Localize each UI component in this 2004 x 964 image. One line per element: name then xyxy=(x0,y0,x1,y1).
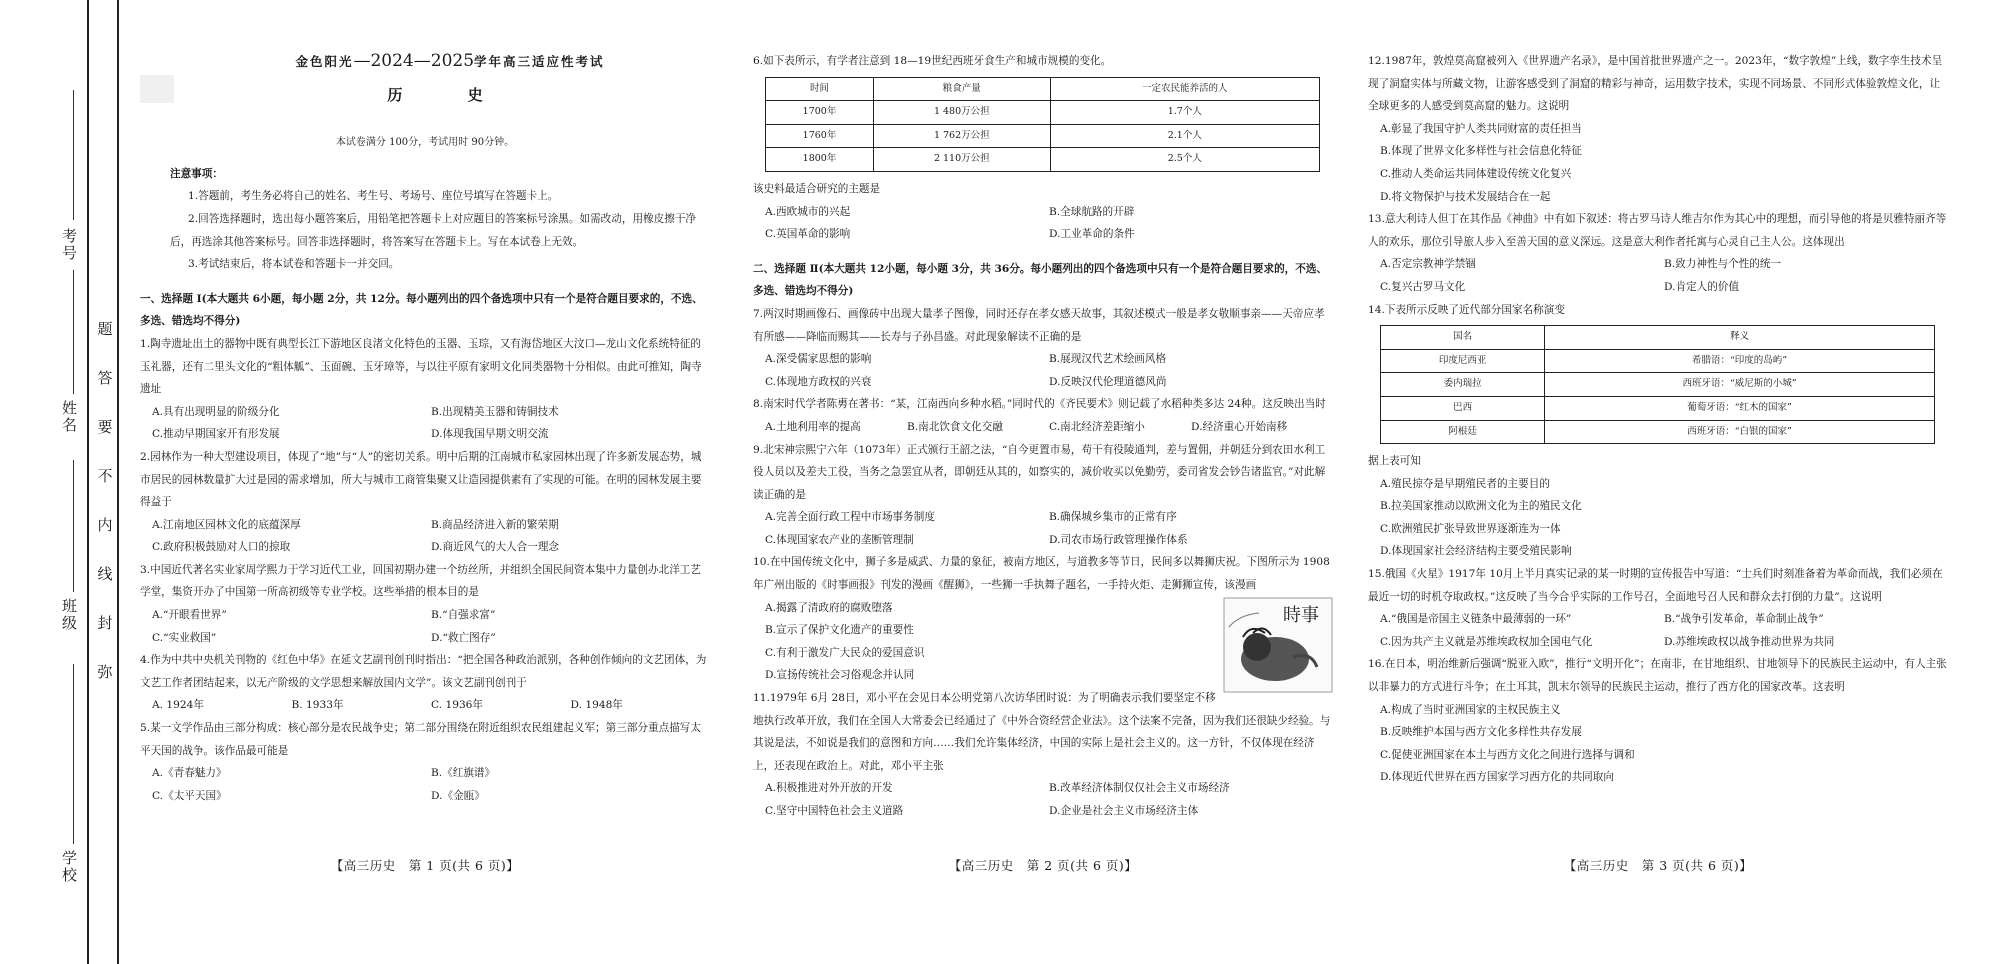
option-a[interactable]: A.《青春魅力》 xyxy=(152,767,227,780)
field-xingming-line[interactable] xyxy=(73,270,74,394)
table-header-cell: 时间 xyxy=(766,77,874,101)
option-a[interactable]: A.江南地区园林文化的底蕴深厚 xyxy=(152,518,301,531)
option-c[interactable]: C.因为共产主义就是苏维埃政权加全国电气化 xyxy=(1380,635,1593,648)
option-a[interactable]: A. 1924年 xyxy=(152,699,204,712)
question-stem: 3.中国近代著名实业家周学熙力于学习近代工业，回国初期办建一个纺丝所，并组织全国民间资本集中力量创办北洋工艺学堂，集资开办了中国第一所高初级等专业学校。这些举措的根本目的是 xyxy=(140,563,701,599)
table-cell: 2.1个人 xyxy=(1050,124,1319,148)
option-d[interactable]: D.体现近代世界在西方国家学习西方化的共同取向 xyxy=(1380,771,1614,784)
question-stem: 1.陶寺遗址出土的器物中既有典型长江下游地区良渚文化特色的玉器、玉琮，又有海岱地区大汶口—龙山文化系统特征的玉礼器，还有二里头文化的“粗体觚”、玉面碗、玉牙璋等，与以往平原有家明文化同类器物十分相似。由此可推知，陶寺遗址 xyxy=(140,337,702,396)
notice-item: 1.答题前，考生务必将自己的姓名、考生号、考场号、座位号填写在答题卡上。 xyxy=(188,190,559,203)
cartoon-caption: 時事 xyxy=(1283,604,1319,626)
table-row xyxy=(1381,420,1935,444)
question-8 xyxy=(753,393,1333,438)
table-header-cell: 粮食产量 xyxy=(874,77,1051,101)
question-4 xyxy=(140,649,710,717)
question-11 xyxy=(753,687,1333,823)
subject-title: 历 史 xyxy=(387,85,513,104)
table-header-cell: 一定农民能养活的人 xyxy=(1050,77,1319,101)
question-stem: 9.北宋神宗熙宁六年（1073年）正式颁行王韶之法，“自今更置市易，苟干有役陵通判，差与置佣，并朝廷分到农田水利工役人员以及差夫工役，当务之急罢宜从者，即朝廷从其的，如察实的，减价收买以免勤劳，委司省发会钞告诸监官。”对此解读正确的是 xyxy=(753,443,1326,501)
option-d[interactable]: D.司农市场行政管理操作体系 xyxy=(1049,533,1188,546)
field-kaohao-line[interactable] xyxy=(73,90,74,220)
section-2-heading: 二、选择题 Ⅱ(本大题共 12小题，每小题 3分，共 36分。每小题列出的四个备选项中只有一个是符合题目要求的，不选、多选、错选均不得分) xyxy=(753,262,1328,298)
table-cell: 西班牙语：“白银的国家” xyxy=(1545,420,1935,444)
option-a[interactable]: A.“俄国是帝国主义链条中最薄弱的一环” xyxy=(1380,613,1572,626)
option-a[interactable]: A.积极推进对外开放的开发 xyxy=(765,782,893,795)
table-header-row xyxy=(766,77,1320,101)
table-cell: 葡萄牙语：“红木的国家” xyxy=(1545,396,1935,420)
question-15 xyxy=(1368,563,1948,653)
question-stem: 8.南宋时代学者陈旉在著书：“某，江南西向乡种水稻。”同时代的《齐民要术》则记载了水稻种类多达 24种。这反映出当时 xyxy=(753,398,1326,411)
question-stem: 16.在日本，明治维新后强调“脱亚入欧”，推行“文明开化”；在南非，在甘地组织、甘地领导下的民族民主运动中，有人主张以非暴力的方式进行斗争；在土耳其，凯末尔领导的民族民主运动，推行了西方化的国家改革。这表明 xyxy=(1368,658,1947,694)
option-b[interactable]: B.拉美国家推动以欧洲文化为主的殖民文化 xyxy=(1380,500,1582,513)
page-2 xyxy=(753,50,1333,823)
option-b[interactable]: B.体现了世界文化多样性与社会信息化特征 xyxy=(1380,145,1582,158)
table-cell: 1760年 xyxy=(766,124,874,148)
option-d[interactable]: D.苏维埃政权以战争推动世界为共同 xyxy=(1664,635,1835,648)
table-header-row xyxy=(1381,326,1935,350)
option-d[interactable]: D.商近风气的大人合一理念 xyxy=(431,541,560,554)
table-row xyxy=(1381,349,1935,373)
question-stem: 11.1979年 6月 28日，邓小平在会见日本公明党第八次访华团时说：为了明确表示我们要坚定不移地执行改革开放，我们在全国人大常委会已经通过了《中外合资经营企业法》。这个法案不完备，因为我们还很缺少经验。与其说是法，不如说是我们的意图和方向……我们允许集体经济，中国的实际上是社会主义的。这一方针，不仅体现在经济上，还表现在政治上。对此，邓小平主张 xyxy=(753,692,1331,772)
table-header-cell: 释义 xyxy=(1545,326,1935,350)
option-d[interactable]: D. 1948年 xyxy=(570,699,623,712)
question-7 xyxy=(753,303,1333,393)
question-stem: 13.意大利诗人但丁在其作品《神曲》中有如下叙述：将古罗马诗人维吉尔作为其心中的理想，而引导他的将是贝雅特丽齐等人的欢乐，那位引导旅人步入至善天国的意义深远。这是意大利作者托寓与心灵自己主人公。这体现出 xyxy=(1368,213,1947,248)
binding-rule-outer xyxy=(87,0,89,964)
option-d[interactable]: D.体现国家社会经济结构主要受殖民影响 xyxy=(1380,545,1572,558)
option-b[interactable]: B.全球航路的开辟 xyxy=(1049,205,1135,218)
option-d[interactable]: D.宣扬传统社会习俗观念并认同 xyxy=(765,669,915,682)
field-xuexiao-label: 学校 xyxy=(60,850,78,884)
page-3 xyxy=(1368,50,1948,789)
question-14-table xyxy=(1380,325,1935,444)
option-c[interactable]: C.南北经济差距缩小 xyxy=(1049,420,1145,433)
option-d[interactable]: D.将文物保护与技术发展结合在一起 xyxy=(1380,190,1551,203)
option-c[interactable]: C.促使亚洲国家在本土与西方文化之间进行选择与调和 xyxy=(1380,748,1635,761)
option-a[interactable]: A.否定宗教神学禁锢 xyxy=(1380,258,1476,271)
table-cell: 1700年 xyxy=(766,101,874,125)
option-b[interactable]: B.商品经济进入新的繁荣期 xyxy=(431,518,559,531)
question-16 xyxy=(1368,653,1948,789)
option-b[interactable]: B.改革经济体制仅仅社会主义市场经济 xyxy=(1049,782,1230,795)
section-1-heading: 一、选择题 Ⅰ(本大题共 6小题，每小题 2分，共 12分。每小题列出的四个备选项中只有一个是符合题目要求的，不选、多选、错选均不得分) xyxy=(140,292,703,328)
option-d[interactable]: D.“救亡图存” xyxy=(431,631,496,644)
question-3 xyxy=(140,559,710,649)
question-stem: 5.某一文学作品由三部分构成：核心部分是农民战争史；第二部分围绕在附近组织农民组建起义军；第三部分重点描写太平天国的战争。该作品最可能是 xyxy=(140,722,701,757)
option-b[interactable]: B.展现汉代艺术绘画风格 xyxy=(1049,353,1167,366)
option-c[interactable]: C.复兴古罗马文化 xyxy=(1380,280,1466,293)
option-b[interactable]: B.南北饮食文化交融 xyxy=(907,420,1003,433)
option-d[interactable]: D.经济重心开始南移 xyxy=(1191,420,1288,433)
option-a[interactable]: A.彰显了我国守护人类共同财富的责任担当 xyxy=(1380,122,1582,135)
option-a[interactable]: A.具有出现明显的阶级分化 xyxy=(152,405,280,418)
option-b[interactable]: B.出现精美玉器和铸铜技术 xyxy=(431,405,559,418)
field-xuexiao-line[interactable] xyxy=(73,664,74,844)
option-c[interactable]: C.欧洲殖民扩张导致世界逐渐连为一体 xyxy=(1380,522,1561,535)
option-a[interactable]: A.深受儒家思想的影响 xyxy=(765,353,872,366)
question-5 xyxy=(140,717,710,807)
question-12 xyxy=(1368,50,1948,208)
question-stem: 7.两汉时期画像石、画像砖中出现大量孝子图像，同时还存在孝女感天故事，其叙述模式一般是孝女敬顺事亲——天帝应孝有所感——降临而赐其——长寿与子孙昌盛。对此现象解读不正确的是 xyxy=(753,307,1325,343)
question-13 xyxy=(1368,208,1948,298)
question-stem: 6.如下表所示，有学者注意到 18—19世纪西班牙食生产和城市规模的变化。 xyxy=(753,55,1112,67)
table-cell: 巴西 xyxy=(1381,396,1545,420)
option-d[interactable]: D.反映汉代伦理道德风尚 xyxy=(1049,375,1167,388)
option-d[interactable]: D.企业是社会主义市场经济主体 xyxy=(1049,805,1199,817)
field-banji-line[interactable] xyxy=(73,460,74,592)
table-row xyxy=(766,124,1320,148)
question-10 xyxy=(753,551,1333,687)
table-cell: 1 762万公担 xyxy=(874,124,1051,148)
notice-title: 注意事项： xyxy=(170,167,223,180)
field-kaohao-label: 考号 xyxy=(60,228,78,262)
option-c[interactable]: C.政府积极鼓励对人口的掠取 xyxy=(152,541,291,554)
question-1 xyxy=(140,333,710,446)
option-b[interactable]: B.“战争引发革命，革命制止战争” xyxy=(1664,613,1824,626)
option-a[interactable]: A.殖民掠夺是早期殖民者的主要目的 xyxy=(1380,477,1550,490)
question-stem: 4.作为中共中央机关刊物的《红色中华》在延文艺副刊创刊时指出：“把全国各种政治派别，各种创作倾向的文艺团体，为文艺工作者团结起来，以无产阶级的文学思想来解放国内文学”。该文艺副刊创刊于 xyxy=(140,654,707,689)
option-a[interactable]: A.构成了当时亚洲国家的主权民族主义 xyxy=(1380,703,1561,716)
exam-title: 金色阳光—2024—2025学年高三适应性考试 xyxy=(295,51,605,71)
table-cell: 希腊语：“印度的岛屿” xyxy=(1545,349,1935,373)
field-xingming-label: 姓名 xyxy=(60,400,78,434)
question-stem: 14.下表所示反映了近代部分国家名称演变 xyxy=(1368,303,1565,316)
option-b[interactable]: B.确保城乡集市的正常有序 xyxy=(1049,511,1177,524)
field-banji-label: 班级 xyxy=(60,598,78,632)
option-d[interactable]: D.体现我国早期文明交流 xyxy=(431,428,549,441)
option-d[interactable]: D.《金瓯》 xyxy=(431,789,485,802)
table-cell: 阿根廷 xyxy=(1381,420,1545,444)
option-b[interactable]: B.宣示了保护文化遗产的重要性 xyxy=(765,624,914,637)
question-6 xyxy=(753,50,1333,246)
question-tail: 该史料最适合研究的主题是 xyxy=(753,182,881,195)
option-b[interactable]: B.“自强求富” xyxy=(431,609,496,622)
option-c[interactable]: C.英国革命的影响 xyxy=(765,228,851,241)
table-header-cell: 国名 xyxy=(1381,326,1545,350)
table-cell: 1.7个人 xyxy=(1050,101,1319,125)
option-c[interactable]: C.体现地方政权的兴衰 xyxy=(765,375,872,388)
table-cell: 1800年 xyxy=(766,148,874,172)
page-3-footer: 【高三历史 第 3 页(共 6 页)】 xyxy=(1563,858,1753,873)
option-a[interactable]: A.“开眼看世界” xyxy=(152,609,227,622)
question-14 xyxy=(1368,299,1948,564)
question-9 xyxy=(753,439,1333,552)
question-tail: 据上表可知 xyxy=(1368,455,1421,468)
table-cell: 2 110万公担 xyxy=(874,148,1051,172)
page-1-footer: 【高三历史 第 1 页(共 6 页)】 xyxy=(330,858,520,873)
option-c[interactable]: C. 1936年 xyxy=(431,699,484,712)
option-a[interactable]: A.西欧城市的兴起 xyxy=(765,205,851,218)
option-c[interactable]: C.坚守中国特色社会主义道路 xyxy=(765,805,904,817)
notice-item: 2.回答选择题时，选出每小题答案后，用铅笔把答题卡上对应题目的答案标号涂黑。如需改动，用橡皮擦干净后，再选涂其他答案标号。回答非选择题时，将答案写在答题卡上。写在本试卷上无效。 xyxy=(170,212,697,248)
table-cell: 委内瑞拉 xyxy=(1381,373,1545,397)
option-c[interactable]: C.“实业救国” xyxy=(152,631,217,644)
option-c[interactable]: C.推动人类命运共同体建设传统文化复兴 xyxy=(1380,167,1572,180)
question-6-table xyxy=(765,77,1320,172)
option-a[interactable]: A.揭露了清政府的腐败堕落 xyxy=(765,601,893,614)
question-2 xyxy=(140,446,710,559)
option-d[interactable]: D.肯定人的价值 xyxy=(1664,280,1740,293)
table-row xyxy=(766,101,1320,125)
option-c[interactable]: C.推动早期国家开有形发展 xyxy=(152,428,280,441)
option-c[interactable]: C.有利于激发广大民众的爱国意识 xyxy=(765,646,925,659)
option-a[interactable]: A.土地利用率的提高 xyxy=(765,420,861,433)
table-cell: 2.5个人 xyxy=(1050,148,1319,172)
notice-item: 3.考试结束后，将本试卷和答题卡一并交回。 xyxy=(188,258,400,271)
question-stem: 12.1987年，敦煌莫高窟被列入《世界遗产名录》，是中国首批世界遗产之一。2023年，“数字敦煌”上线，数字孪生技术呈现了洞窟实体与所藏文物，让游客感受到了洞窟的精彩与神奇，运用数字技术，实现不同场景、不同形式体验敦煌文化，让全球更多的人感受到莫高窟的魅力。这说明 xyxy=(1368,55,1943,113)
option-c[interactable]: C.《太平天国》 xyxy=(152,789,227,802)
binding-warning-text: 题 答 要 不 内 线 封 弥 xyxy=(97,320,113,681)
option-d[interactable]: D.工业革命的条件 xyxy=(1049,228,1135,241)
table-row xyxy=(1381,373,1935,397)
page-2-footer: 【高三历史 第 2 页(共 6 页)】 xyxy=(948,858,1138,873)
option-b[interactable]: B. 1933年 xyxy=(291,699,344,712)
cartoon-lion-image xyxy=(1223,597,1333,693)
binding-rule-inner xyxy=(117,0,119,964)
table-cell: 西班牙语：“威尼斯的小城” xyxy=(1545,373,1935,397)
option-c[interactable]: C.体现国家农产业的垄断管理制 xyxy=(765,533,914,546)
page-1 xyxy=(140,50,710,807)
question-stem: 2.园林作为一种大型建设项目，体现了“地”与“人”的密切关系。明中后期的江南城市私家园林出现了许多新发展态势，城市居民的园林数量扩大过是园的需求增加，所大与城市工商管集聚又让造园提供素有了实现的可能。在明的园林发展主要得益于 xyxy=(140,450,702,509)
table-row xyxy=(766,148,1320,172)
table-cell: 印度尼西亚 xyxy=(1381,349,1545,373)
option-b[interactable]: B.《红旗谱》 xyxy=(431,767,496,780)
exam-meta: 本试卷满分 100分，考试用时 90分钟。 xyxy=(335,137,515,149)
question-stem: 10.在中国传统文化中，狮子多是威武、力量的象征，被南方地区，与道教多等节日，民间多以舞狮庆祝。下图所示为 1908年广州出版的《时事画报》刊发的漫画《醒狮》，一些狮一手执舞子题名，一手持火炬、走狮狮宣传，该漫画 xyxy=(753,556,1330,592)
binding-margin xyxy=(0,0,120,964)
question-stem: 15.俄国《火星》1917年 10月上半月真实记录的某一时期的宣传报告中写道：“士兵们时刻准备着为革命而战，我们必须在最近一切的时机夺取政权。”这反映了当今合乎实际的工作号召，全面地号召人民和群众去打倒的力量”。这说明 xyxy=(1368,568,1943,603)
option-b[interactable]: B.致力神性与个性的统一 xyxy=(1664,258,1782,271)
table-row xyxy=(1381,396,1935,420)
option-a[interactable]: A.完善全面行政工程中市场事务制度 xyxy=(765,511,935,524)
table-cell: 1 480万公担 xyxy=(874,101,1051,125)
option-b[interactable]: B.反映维护本国与西方文化多样性共存发展 xyxy=(1380,726,1582,739)
